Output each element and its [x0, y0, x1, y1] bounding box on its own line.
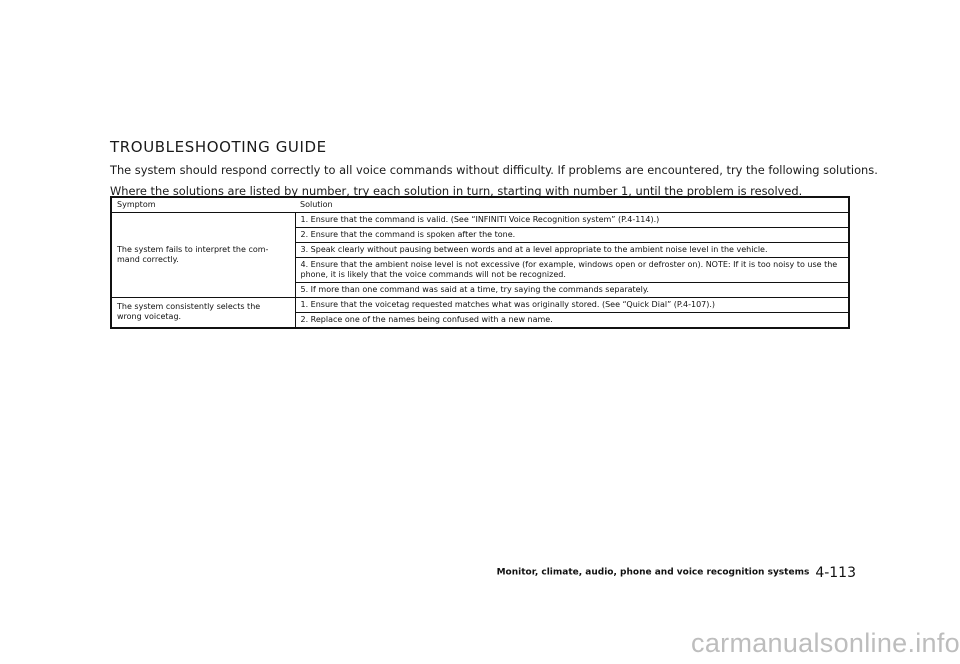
symptom-cell: [111, 213, 295, 298]
symptom-text: The system consistently selects the wrong voicetag.: [117, 302, 261, 321]
intro-line: The system should respond correctly to all voice commands without difficulty. If problems are encountered, try the following solutions.: [110, 163, 878, 177]
intro-line: Where the solutions are listed by number, try each solution in turn, starting with number 1, until the problem is resolved.: [110, 184, 803, 198]
page-footer: [497, 562, 856, 581]
solution-cell: 1. Ensure that the voicetag requested matches what was originally stored. (See “Quick Dial” (P.4-107).): [295, 298, 849, 313]
troubleshooting-table: [110, 196, 850, 329]
solution-cell: 2. Replace one of the names being confused with a new name.: [295, 313, 849, 329]
watermark: carmanualsonline.info: [691, 628, 960, 658]
page-number: 4-113: [815, 564, 856, 581]
header-solution: Solution: [295, 197, 849, 213]
symptom-text: The system fails to interpret the com- mand correctly.: [117, 245, 269, 264]
table-row: [111, 298, 849, 313]
table-row: [111, 213, 849, 228]
solution-cell: 4. Ensure that the ambient noise level is not excessive (for example, windows open or defroster on). NOTE: If it is too noisy to use the phone, it is likely that the voice commands will not be recognized.: [295, 258, 849, 283]
solution-cell: 3. Speak clearly without pausing between words and at a level appropriate to the ambient noise level in the vehicle.: [295, 243, 849, 258]
solution-cell: 2. Ensure that the command is spoken after the tone.: [295, 228, 849, 243]
solution-cell: 5. If more than one command was said at a time, try saying the commands separately.: [295, 283, 849, 298]
header-symptom: Symptom: [111, 197, 295, 213]
solution-cell: 1. Ensure that the command is valid. (See “INFINITI Voice Recognition system” (P.4-114).): [295, 213, 849, 228]
table-header-row: [111, 197, 849, 213]
symptom-cell: [111, 298, 295, 329]
page-title: TROUBLESHOOTING GUIDE: [110, 138, 327, 156]
footer-section-title: Monitor, climate, audio, phone and voice recognition systems: [496, 567, 810, 578]
